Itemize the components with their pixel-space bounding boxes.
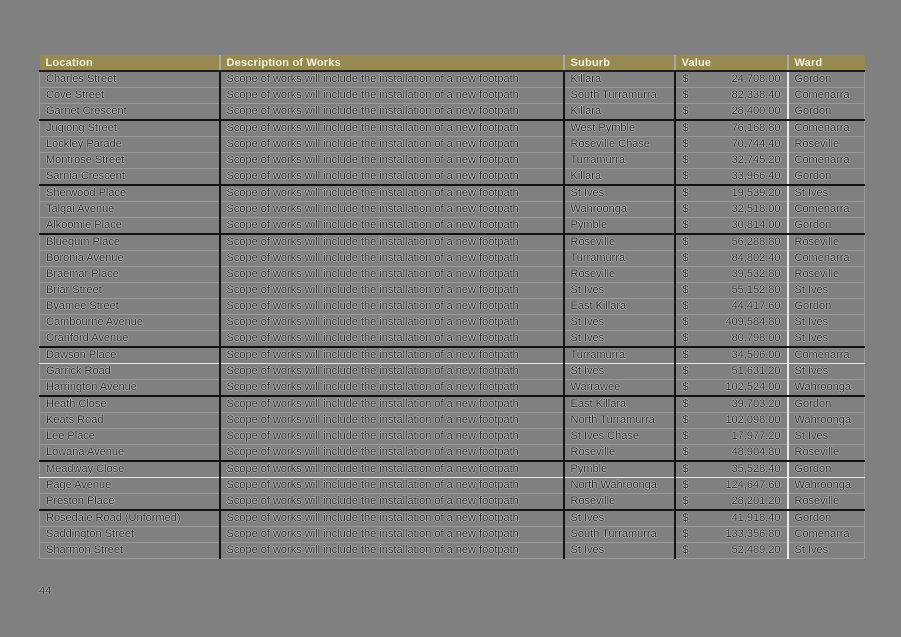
- works-table: [39, 55, 865, 559]
- value-cell: [675, 267, 788, 283]
- currency-symbol: $: [682, 236, 689, 248]
- suburb-cell: St Ives: [564, 185, 675, 202]
- table-row: [40, 413, 865, 429]
- description-cell: Scope of works will include the installation of a new footpath: [220, 331, 564, 348]
- value-cell: [675, 494, 788, 511]
- value-wrapper: [682, 462, 781, 477]
- table-row: [40, 104, 865, 121]
- suburb-cell: St Ives: [564, 331, 675, 348]
- value-cell: [675, 396, 788, 413]
- ward-cell: Gordon: [788, 299, 865, 315]
- ward-cell: Wahroonga: [788, 380, 865, 397]
- currency-symbol: $: [682, 479, 689, 491]
- suburb-cell: West Pymble: [564, 120, 675, 137]
- value-amount: 70,744.40: [731, 138, 781, 150]
- value-cell: [675, 527, 788, 543]
- currency-symbol: $: [682, 414, 689, 426]
- description-cell: Scope of works will include the installation of a new footpath: [220, 478, 564, 494]
- table-row: [40, 137, 865, 153]
- ward-cell: Roseville: [788, 137, 865, 153]
- value-amount: 84,802.40: [731, 252, 781, 264]
- value-wrapper: [682, 267, 781, 282]
- suburb-cell: Roseville: [564, 234, 675, 251]
- description-cell: Scope of works will include the installation of a new footpath: [220, 364, 564, 380]
- description-cell: Scope of works will include the installation of a new footpath: [220, 429, 564, 445]
- value-cell: [675, 445, 788, 462]
- description-cell: Scope of works will include the installation of a new footpath: [220, 543, 564, 559]
- location-cell: Lockley Parade: [40, 137, 220, 153]
- column-header-ward: Ward: [788, 55, 865, 71]
- description-cell: Scope of works will include the installation of a new footpath: [220, 169, 564, 186]
- location-cell: Cranford Avenue: [40, 331, 220, 348]
- suburb-cell: Wahroonga: [564, 202, 675, 218]
- location-cell: Lowana Avenue: [40, 445, 220, 462]
- currency-symbol: $: [682, 512, 689, 524]
- currency-symbol: $: [682, 446, 689, 458]
- table-body: [40, 71, 865, 559]
- currency-symbol: $: [682, 203, 689, 215]
- value-cell: [675, 364, 788, 380]
- table-row: [40, 347, 865, 364]
- value-amount: 102,098.00: [725, 414, 781, 426]
- suburb-cell: South Turramurra: [564, 88, 675, 104]
- table-row: [40, 120, 865, 137]
- value-amount: 55,152.80: [731, 284, 781, 296]
- currency-symbol: $: [682, 154, 689, 166]
- value-wrapper: [682, 186, 781, 201]
- value-amount: 28,400.00: [731, 105, 781, 117]
- currency-symbol: $: [682, 528, 689, 540]
- value-cell: [675, 331, 788, 348]
- description-cell: Scope of works will include the installation of a new footpath: [220, 299, 564, 315]
- location-cell: Briar Street: [40, 283, 220, 299]
- suburb-cell: Killara: [564, 169, 675, 186]
- location-cell: Garnet Crescent: [40, 104, 220, 121]
- description-cell: Scope of works will include the installation of a new footpath: [220, 527, 564, 543]
- value-wrapper: [682, 494, 781, 509]
- value-amount: 80,798.00: [731, 332, 781, 344]
- currency-symbol: $: [682, 219, 689, 231]
- value-wrapper: [682, 121, 781, 136]
- table-row: [40, 202, 865, 218]
- table-row: [40, 543, 865, 559]
- table-row: [40, 267, 865, 283]
- currency-symbol: $: [682, 430, 689, 442]
- value-cell: [675, 315, 788, 331]
- value-amount: 41,918.40: [731, 512, 781, 524]
- value-wrapper: [682, 104, 781, 119]
- suburb-cell: South Turramurra: [564, 527, 675, 543]
- table-row: [40, 315, 865, 331]
- location-cell: Byamee Street: [40, 299, 220, 315]
- location-cell: Cambourne Avenue: [40, 315, 220, 331]
- value-cell: [675, 218, 788, 235]
- location-cell: Garrick Road: [40, 364, 220, 380]
- table-row: [40, 251, 865, 267]
- value-amount: 124,647.60: [725, 479, 781, 491]
- value-wrapper: [682, 380, 781, 395]
- ward-cell: Roseville: [788, 267, 865, 283]
- value-amount: 17,977.20: [731, 430, 781, 442]
- value-wrapper: [682, 445, 781, 460]
- location-cell: Keats Road: [40, 413, 220, 429]
- value-cell: [675, 380, 788, 397]
- value-amount: 56,288.80: [731, 236, 781, 248]
- suburb-cell: Turramurra: [564, 153, 675, 169]
- ward-cell: Wahroonga: [788, 413, 865, 429]
- value-cell: [675, 347, 788, 364]
- value-amount: 76,168.80: [731, 122, 781, 134]
- value-cell: [675, 71, 788, 88]
- value-cell: [675, 153, 788, 169]
- description-cell: Scope of works will include the installation of a new footpath: [220, 153, 564, 169]
- currency-symbol: $: [682, 187, 689, 199]
- description-cell: Scope of works will include the installation of a new footpath: [220, 461, 564, 478]
- table-row: [40, 396, 865, 413]
- table-row: [40, 461, 865, 478]
- location-cell: Lee Place: [40, 429, 220, 445]
- currency-symbol: $: [682, 138, 689, 150]
- description-cell: Scope of works will include the installation of a new footpath: [220, 510, 564, 527]
- value-wrapper: [682, 283, 781, 298]
- description-cell: Scope of works will include the installation of a new footpath: [220, 251, 564, 267]
- description-cell: Scope of works will include the installation of a new footpath: [220, 380, 564, 397]
- location-cell: Dawson Place: [40, 347, 220, 364]
- value-amount: 33,966.40: [731, 170, 781, 182]
- location-cell: Montrose Street: [40, 153, 220, 169]
- currency-symbol: $: [682, 170, 689, 182]
- ward-cell: Comenarra: [788, 527, 865, 543]
- column-header-value: Value: [675, 55, 788, 71]
- currency-symbol: $: [682, 105, 689, 117]
- suburb-cell: Roseville Chase: [564, 137, 675, 153]
- value-wrapper: [682, 397, 781, 412]
- table-row: [40, 380, 865, 397]
- description-cell: Scope of works will include the installation of a new footpath: [220, 445, 564, 462]
- table-header-row: [40, 55, 865, 71]
- suburb-cell: Pymble: [564, 461, 675, 478]
- description-cell: Scope of works will include the installation of a new footpath: [220, 315, 564, 331]
- suburb-cell: St Ives: [564, 543, 675, 559]
- location-cell: Boronia Avenue: [40, 251, 220, 267]
- ward-cell: St Ives: [788, 364, 865, 380]
- page-number: 44: [39, 585, 52, 597]
- currency-symbol: $: [682, 332, 689, 344]
- value-wrapper: [682, 429, 781, 444]
- value-amount: 44,417.60: [731, 300, 781, 312]
- value-amount: 35,528.40: [731, 463, 781, 475]
- suburb-cell: Pymble: [564, 218, 675, 235]
- location-cell: Cove Street: [40, 88, 220, 104]
- currency-symbol: $: [682, 381, 689, 393]
- value-cell: [675, 510, 788, 527]
- currency-symbol: $: [682, 73, 689, 85]
- ward-cell: Gordon: [788, 510, 865, 527]
- table-row: [40, 88, 865, 104]
- description-cell: Scope of works will include the installation of a new footpath: [220, 185, 564, 202]
- ward-cell: St Ives: [788, 283, 865, 299]
- value-cell: [675, 478, 788, 494]
- value-wrapper: [682, 331, 781, 346]
- value-wrapper: [682, 478, 781, 493]
- value-wrapper: [682, 202, 781, 217]
- location-cell: Jugiong Street: [40, 120, 220, 137]
- table-row: [40, 527, 865, 543]
- suburb-cell: Roseville: [564, 445, 675, 462]
- currency-symbol: $: [682, 495, 689, 507]
- location-cell: Alkoomie Place: [40, 218, 220, 235]
- value-amount: 39,532.80: [731, 268, 781, 280]
- value-wrapper: [682, 88, 781, 103]
- table-row: [40, 364, 865, 380]
- suburb-cell: Turramurra: [564, 347, 675, 364]
- value-wrapper: [682, 72, 781, 87]
- ward-cell: Roseville: [788, 445, 865, 462]
- column-header-suburb: Suburb: [564, 55, 675, 71]
- description-cell: Scope of works will include the installation of a new footpath: [220, 413, 564, 429]
- value-cell: [675, 251, 788, 267]
- value-wrapper: [682, 169, 781, 184]
- value-cell: [675, 137, 788, 153]
- currency-symbol: $: [682, 122, 689, 134]
- suburb-cell: St Ives Chase: [564, 429, 675, 445]
- value-cell: [675, 283, 788, 299]
- suburb-cell: North Wahroonga: [564, 478, 675, 494]
- value-cell: [675, 104, 788, 121]
- description-cell: Scope of works will include the installation of a new footpath: [220, 218, 564, 235]
- currency-symbol: $: [682, 349, 689, 361]
- ward-cell: Roseville: [788, 494, 865, 511]
- ward-cell: Roseville: [788, 234, 865, 251]
- currency-symbol: $: [682, 284, 689, 296]
- suburb-cell: Killara: [564, 104, 675, 121]
- ward-cell: Gordon: [788, 461, 865, 478]
- value-amount: 133,356.80: [725, 528, 781, 540]
- ward-cell: St Ives: [788, 429, 865, 445]
- ward-cell: Wahroonga: [788, 478, 865, 494]
- value-amount: 24,708.00: [731, 73, 781, 85]
- ward-cell: Gordon: [788, 71, 865, 88]
- value-amount: 39,703.20: [731, 398, 781, 410]
- suburb-cell: Roseville: [564, 267, 675, 283]
- currency-symbol: $: [682, 89, 689, 101]
- currency-symbol: $: [682, 252, 689, 264]
- table-row: [40, 494, 865, 511]
- ward-cell: St Ives: [788, 315, 865, 331]
- value-wrapper: [682, 348, 781, 363]
- value-wrapper: [682, 511, 781, 526]
- ward-cell: Comenarra: [788, 251, 865, 267]
- value-wrapper: [682, 235, 781, 250]
- value-wrapper: [682, 299, 781, 314]
- description-cell: Scope of works will include the installation of a new footpath: [220, 202, 564, 218]
- value-wrapper: [682, 527, 781, 542]
- value-cell: [675, 88, 788, 104]
- ward-cell: Comenarra: [788, 88, 865, 104]
- table-row: [40, 331, 865, 348]
- suburb-cell: St Ives: [564, 510, 675, 527]
- location-cell: Sherwood Place: [40, 185, 220, 202]
- location-cell: Talgai Avenue: [40, 202, 220, 218]
- value-amount: 32,518.00: [731, 203, 781, 215]
- value-cell: [675, 202, 788, 218]
- suburb-cell: St Ives: [564, 283, 675, 299]
- value-cell: [675, 543, 788, 559]
- ward-cell: Gordon: [788, 218, 865, 235]
- location-cell: Harrington Avenue: [40, 380, 220, 397]
- suburb-cell: Turramurra: [564, 251, 675, 267]
- value-cell: [675, 429, 788, 445]
- ward-cell: Comenarra: [788, 202, 865, 218]
- suburb-cell: Warrawee: [564, 380, 675, 397]
- description-cell: Scope of works will include the installation of a new footpath: [220, 88, 564, 104]
- value-amount: 82,338.40: [731, 89, 781, 101]
- suburb-cell: St Ives: [564, 315, 675, 331]
- location-cell: Braemar Place: [40, 267, 220, 283]
- location-cell: Page Avenue: [40, 478, 220, 494]
- ward-cell: St Ives: [788, 331, 865, 348]
- suburb-cell: North Turramurra: [564, 413, 675, 429]
- ward-cell: Gordon: [788, 396, 865, 413]
- value-wrapper: [682, 413, 781, 428]
- value-amount: 34,506.00: [731, 349, 781, 361]
- column-header-location: Location: [40, 55, 220, 71]
- table-row: [40, 478, 865, 494]
- ward-cell: Gordon: [788, 169, 865, 186]
- value-cell: [675, 234, 788, 251]
- location-cell: Charles Street: [40, 71, 220, 88]
- suburb-cell: East Killara: [564, 396, 675, 413]
- table-row: [40, 283, 865, 299]
- value-cell: [675, 461, 788, 478]
- location-cell: Sarnia Crescent: [40, 169, 220, 186]
- value-amount: 28,201.20: [731, 495, 781, 507]
- table-row: [40, 169, 865, 186]
- value-cell: [675, 120, 788, 137]
- ward-cell: St Ives: [788, 543, 865, 559]
- currency-symbol: $: [682, 316, 689, 328]
- suburb-cell: Killara: [564, 71, 675, 88]
- currency-symbol: $: [682, 365, 689, 377]
- description-cell: Scope of works will include the installation of a new footpath: [220, 283, 564, 299]
- currency-symbol: $: [682, 300, 689, 312]
- description-cell: Scope of works will include the installation of a new footpath: [220, 120, 564, 137]
- value-cell: [675, 169, 788, 186]
- value-amount: 32,745.20: [731, 154, 781, 166]
- value-wrapper: [682, 153, 781, 168]
- value-cell: [675, 299, 788, 315]
- table-row: [40, 185, 865, 202]
- value-wrapper: [682, 218, 781, 233]
- value-cell: [675, 413, 788, 429]
- description-cell: Scope of works will include the installation of a new footpath: [220, 104, 564, 121]
- description-cell: Scope of works will include the installation of a new footpath: [220, 396, 564, 413]
- table-row: [40, 153, 865, 169]
- location-cell: Heath Close: [40, 396, 220, 413]
- currency-symbol: $: [682, 544, 689, 556]
- description-cell: Scope of works will include the installation of a new footpath: [220, 71, 564, 88]
- location-cell: Sharmon Street: [40, 543, 220, 559]
- value-amount: 52,489.20: [731, 544, 781, 556]
- value-amount: 30,814.00: [731, 219, 781, 231]
- location-cell: Saddington Street: [40, 527, 220, 543]
- value-wrapper: [682, 137, 781, 152]
- suburb-cell: St Ives: [564, 364, 675, 380]
- value-cell: [675, 185, 788, 202]
- table-row: [40, 234, 865, 251]
- ward-cell: Gordon: [788, 104, 865, 121]
- ward-cell: Comenarra: [788, 153, 865, 169]
- location-cell: Rosedale Road (Unformed): [40, 510, 220, 527]
- currency-symbol: $: [682, 268, 689, 280]
- description-cell: Scope of works will include the installation of a new footpath: [220, 234, 564, 251]
- table-row: [40, 445, 865, 462]
- currency-symbol: $: [682, 398, 689, 410]
- ward-cell: Comenarra: [788, 120, 865, 137]
- currency-symbol: $: [682, 463, 689, 475]
- value-wrapper: [682, 251, 781, 266]
- description-cell: Scope of works will include the installation of a new footpath: [220, 267, 564, 283]
- value-amount: 102,524.00: [725, 381, 781, 393]
- value-wrapper: [682, 543, 781, 558]
- value-amount: 409,584.80: [725, 316, 781, 328]
- ward-cell: St Ives: [788, 185, 865, 202]
- description-cell: Scope of works will include the installation of a new footpath: [220, 347, 564, 364]
- value-amount: 19,539.20: [731, 187, 781, 199]
- ward-cell: Comenarra: [788, 347, 865, 364]
- value-wrapper: [682, 315, 781, 330]
- table-row: [40, 71, 865, 88]
- value-wrapper: [682, 364, 781, 379]
- value-amount: 48,904.80: [731, 446, 781, 458]
- location-cell: Preston Place: [40, 494, 220, 511]
- table-row: [40, 218, 865, 235]
- location-cell: Meadway Close: [40, 461, 220, 478]
- location-cell: Bluegum Place: [40, 234, 220, 251]
- description-cell: Scope of works will include the installation of a new footpath: [220, 137, 564, 153]
- suburb-cell: East Killara: [564, 299, 675, 315]
- value-amount: 51,631.20: [731, 365, 781, 377]
- description-cell: Scope of works will include the installation of a new footpath: [220, 494, 564, 511]
- table-row: [40, 510, 865, 527]
- table-row: [40, 429, 865, 445]
- column-header-description: Description of Works: [220, 55, 564, 71]
- suburb-cell: Roseville: [564, 494, 675, 511]
- table-row: [40, 299, 865, 315]
